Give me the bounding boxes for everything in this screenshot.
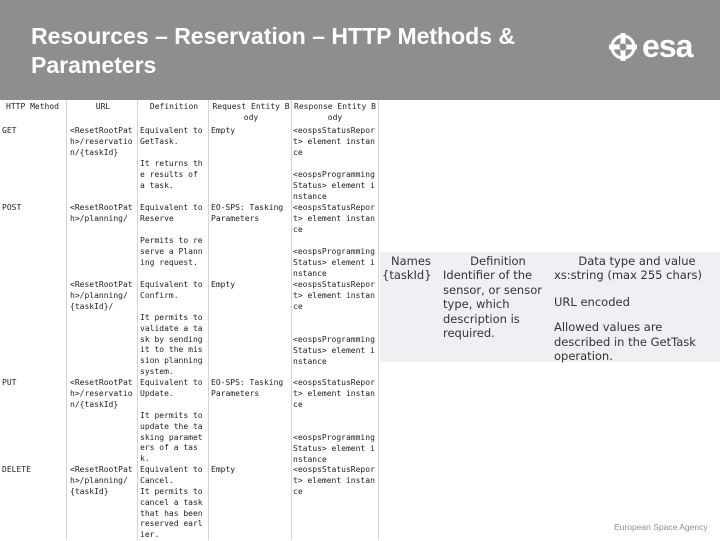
row-delete-definition: Equivalent to Cancel. (140, 465, 208, 485)
row-get-definition-detail: It returns the results of a task. (140, 159, 203, 190)
column-divider (137, 100, 138, 540)
header-data-type: Data type and value (578, 254, 696, 268)
row-delete-method: DELETE (2, 465, 31, 474)
header-names: Names (391, 254, 431, 268)
row-post-response-2: <eospsProgrammingStatus> element instance (293, 247, 375, 278)
row-get-url: <ResetRootPath>/reservation/{taskId} (70, 126, 133, 157)
row-delete-url: <ResetRootPath>/planning/{taskId} (70, 465, 133, 496)
type-taskid: xs:string (max 255 chars) (554, 268, 703, 282)
name-taskid: {taskId} (382, 268, 432, 282)
row-confirm-response-2: <eospsProgrammingStatus> element instance (293, 335, 375, 366)
row-post-response: <eospsStatusReport> element instance (293, 203, 375, 234)
row-put-definition: Equivalent to Update. (140, 378, 208, 398)
definition-taskid: Identifier of the sensor, or sensor type, which description is required. (443, 268, 542, 340)
row-get-response: <eospsStatusReport> element instance (293, 126, 375, 157)
header-definition: Definition (470, 254, 526, 268)
row-delete-request: Empty (211, 465, 236, 474)
esa-logo (608, 28, 708, 68)
row-put-request: EO-SPS: Tasking Parameters (211, 378, 289, 398)
row-confirm-definition: Equivalent to Confirm. (140, 280, 208, 300)
row-put-url: <ResetRootPath>/reservation/{taskId} (70, 378, 133, 409)
header-definition: Definition (149, 102, 199, 111)
column-divider (378, 100, 379, 540)
row-confirm-request: Empty (211, 280, 236, 289)
type-taskid-encoding: URL encoded (554, 295, 630, 309)
row-confirm-response: <eospsStatusReport> element instance (293, 280, 375, 311)
row-confirm-url: <ResetRootPath>/planning/{taskId}/ (70, 280, 133, 311)
column-divider (66, 100, 67, 540)
header-url: URL (95, 102, 111, 111)
type-taskid-allowed: Allowed values are described in the GetTask operation. (554, 320, 696, 363)
row-confirm-definition-detail: It permits to validate a task by sending it to the mission planning system. (140, 313, 208, 376)
row-put-response-2: <eospsProgrammingStatus> element instance (293, 433, 375, 464)
header-response-entity-body: Response Entity Body (294, 102, 376, 122)
column-divider (208, 100, 209, 540)
row-get-request: Empty (211, 126, 236, 135)
row-get-method: GET (2, 126, 17, 135)
row-post-definition: Equivalent to Reserve (140, 203, 208, 223)
row-put-method: PUT (2, 378, 17, 387)
header-http-method: HTTP Method (6, 102, 59, 111)
row-delete-response: <eospsStatusReport> element instance (293, 465, 375, 496)
http-methods-table (0, 100, 379, 540)
esa-logo-icon (608, 32, 638, 62)
esa-logo-text: esa (642, 28, 693, 64)
header-request-entity-body: Request Entity Body (212, 102, 290, 122)
row-post-method: POST (2, 203, 22, 212)
names-definition-table (380, 252, 720, 362)
row-post-request: EO-SPS: Tasking Parameters (211, 203, 289, 223)
row-post-definition-detail: Permits to reserve a Planning request. (140, 236, 203, 267)
row-put-response: <eospsStatusReport> element instance (293, 378, 375, 409)
title-bar (0, 0, 720, 100)
slide-title: Resources – Reservation – HTTP Methods & Parameters (31, 23, 515, 78)
row-put-definition-detail: It permits to update the tasking parameters of a task. (140, 411, 208, 464)
row-get-definition: Equivalent to GetTask. (140, 126, 208, 146)
row-delete-definition-detail: It permits to cancel a task that has been reserved earlier. (140, 487, 208, 540)
column-divider (291, 100, 292, 540)
footer-agency-name: European Space Agency (614, 522, 708, 532)
row-post-url: <ResetRootPath>/planning/ (70, 203, 133, 223)
row-get-response-2: <eospsProgrammingStatus> element instance (293, 170, 375, 201)
